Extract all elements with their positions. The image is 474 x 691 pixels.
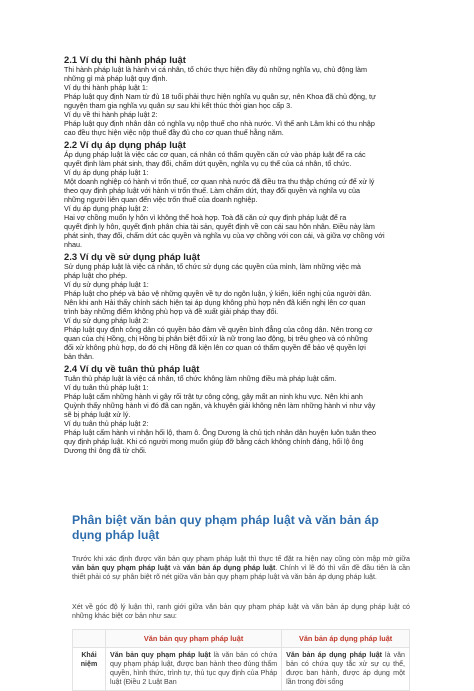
text-line: Sử dụng pháp luật là việc cá nhân, tổ chức sử dụng các quyền của mình, làm những việc mà <box>64 262 361 271</box>
text-line: Thi hành pháp luật là hành vi cá nhân, tổ chức thực hiện đầy đủ những nghĩa vụ, chủ động làm <box>64 65 367 74</box>
section-heading: 2.4 Ví dụ về tuân thủ pháp luật <box>64 363 200 374</box>
text-line: Hai vợ chồng muốn ly hôn vì không thể hoà hợp. Toà đã căn cứ quy định pháp luật để ra <box>64 213 347 222</box>
text-line: Ví dụ tuân thủ pháp luật 1: <box>64 383 149 392</box>
text-line: những người liên quan đến việc trốn thuế của doanh nghiệp. <box>64 195 258 204</box>
section-2-1 <box>64 54 410 137</box>
text-line: Ví dụ tuân thủ pháp luật 2: <box>64 419 149 428</box>
text-line: đối xử không phù hợp, do đó chị Hồng đã kiện lên cơ quan có thẩm quyền để bảo vệ quyền lợi <box>64 343 366 352</box>
row-label: Khái niệm <box>73 648 106 691</box>
column-header: Văn bản áp dụng pháp luật <box>282 630 410 648</box>
column-header: Văn bản quy phạm pháp luật <box>106 630 282 648</box>
table-cell <box>282 648 410 691</box>
table-cell <box>106 648 282 691</box>
intro-paragraph <box>72 555 410 582</box>
table-row <box>73 648 410 691</box>
text-line: sẽ bị pháp luật xử lý. <box>64 410 131 419</box>
table-corner-cell <box>73 630 106 648</box>
intro-text: . Chính vì lẽ đó thì vấn đề đầu tiên là cần thiết phải có sự phân biệt rõ nét giữa văn bản quy phạm pháp luật và văn bản áp dụng pháp luật. <box>72 564 411 581</box>
intro-text: và <box>170 564 183 572</box>
text-line: Tuân thủ pháp luật là việc cá nhân, tổ chức không làm những điều mà pháp luật cấm. <box>64 374 337 383</box>
intro-bold-term: văn bản quy phạm pháp luật <box>72 564 171 572</box>
section-2-4 <box>64 363 410 455</box>
comparison-intro-paragraph: Xét về góc độ lý luận thì, ranh giới giữa văn bản quy phạm pháp luật và văn bản áp dụng pháp luật có những khác biệt cơ bản như sau: <box>72 603 410 621</box>
text-line: Ví dụ áp dụng pháp luật 1: <box>64 168 149 177</box>
text-line: Ví dụ thi hành pháp luật 1: <box>64 83 148 92</box>
cell-text: là văn bản có chứa quy tắc xử sự cụ thể, được ban hành, được áp dụng một lần trong đời sống <box>286 651 405 687</box>
document-page <box>64 52 410 691</box>
text-line: Ví dụ sử dụng pháp luật 1: <box>64 280 149 289</box>
section-heading: 2.1 Ví dụ thi hành pháp luật <box>64 54 186 65</box>
text-line: Pháp luật cấm những hành vi gây rối trật tự công cộng, gây mất an ninh khu vực. Nên khi anh <box>64 392 363 401</box>
section-heading: 2.2 Ví dụ áp dụng pháp luật <box>64 139 186 150</box>
text-line: Ví dụ áp dụng pháp luật 2: <box>64 204 149 213</box>
text-line: Pháp luật quy định nhân dân có nghĩa vụ nộp thuế cho nhà nước. Vì thế anh Lâm khi có thu nhập <box>64 119 375 128</box>
cell-bold-term: Văn bản áp dụng pháp luật <box>286 651 383 660</box>
text-line: nguyện tham gia nghĩa vụ quân sự sau khi kết thúc thời gian học cấp 3. <box>64 101 293 110</box>
section-2-2 <box>64 139 410 249</box>
text-line: quyết định ly hôn, quyết định phân chia tài sản, quyết định về con cái sau hôn nhân. Điều này làm <box>64 222 375 231</box>
text-line: Pháp luật quy định công dân có quyền bảo đảm về quyền bình đẳng của công dân. Nên trong cơ <box>64 325 373 334</box>
text-line: cao đều thực hiện việc nộp thuế đầy đủ cho cơ quan thuế hằng năm. <box>64 128 284 137</box>
text-line: Dương thì ông đã từ chối. <box>64 446 147 455</box>
text-line: Quỳnh thấy những hành vi đó đã can ngăn, và khuyên giải không nên làm những hành vi như vậy <box>64 401 376 410</box>
text-line: Pháp luật cấm hành vi nhận hối lộ, tham ô. Ông Dương là chủ tịch nhân dân huyện luôn tuân theo <box>64 428 377 437</box>
text-line: Pháp luật quy định Nam từ đủ 18 tuổi phải thực hiện nghĩa vụ quân sự, nên Khoa đã chủ động, tự <box>64 92 376 101</box>
comparison-table <box>72 629 410 691</box>
text-line: Áp dụng pháp luật là việc các cơ quan, cá nhân có thẩm quyền căn cứ vào pháp luật để ra các <box>64 150 366 159</box>
text-line: phát sinh, thay đổi, chấm dứt các quyền và nghĩa vụ của vợ chồng với con cái, và giữa vợ chồng với <box>64 231 385 240</box>
text-line: Một doanh nghiệp có hành vi trốn thuế, cơ quan nhà nước đã điều tra thu thập chứng cứ để xử lý <box>64 177 375 186</box>
text-line: Pháp luật cho phép và bảo vệ những quyền về tự do ngôn luận, ý kiến, kiến nghị của người dân. <box>64 289 372 298</box>
section-heading: 2.3 Ví dụ về sử dụng pháp luật <box>64 251 200 262</box>
text-line: những gì mà pháp luật quy định. <box>64 74 168 83</box>
text-line: pháp luật cho phép. <box>64 271 128 280</box>
text-line: nhau. <box>64 240 82 249</box>
section-2-3 <box>64 251 410 361</box>
text-line: quan của chị Hồng, chị Hồng bị phân biệt đối xử là nữ trong lao động, bị trêu ghẹo và có những <box>64 334 368 343</box>
text-line: Nên khi anh Hải thấy chính sách hiện tại áp dụng không phù hợp nên đã kiến nghị lên cơ quan <box>64 298 366 307</box>
text-line: trình bày những điểm không phù hợp và đề xuất giải pháp thay đổi. <box>64 307 279 316</box>
text-line: theo quy định pháp luật với hành vi trốn thuế. Làm chấm dứt, thay đổi quyền và nghĩa vụ của <box>64 186 361 195</box>
intro-bold-term: văn bản áp dụng pháp luật <box>182 564 276 572</box>
table-header-row <box>73 630 410 648</box>
cell-bold-term: Văn bản quy phạm pháp luật <box>110 651 211 660</box>
intro-text: Trước khi xác định được văn bản quy phạm pháp luật thì thực tế đặt ra hiện nay cũng còn mập mờ giữa <box>72 555 410 563</box>
article-title: Phân biệt văn bản quy phạm pháp luật và văn bản áp dụng pháp luật <box>72 513 379 542</box>
text-line: bản thân. <box>64 352 94 361</box>
text-line: quyết định làm phát sinh, thay đổi, chấm dứt quyền, nghĩa vụ cụ thể của cá nhân, tổ chức. <box>64 159 352 168</box>
text-line: Ví dụ về thi hành pháp luật 2: <box>64 110 158 119</box>
cell-text: là văn bản có chứa quy phạm pháp luật, được ban hành theo đúng thẩm quyền, hình thức, trình tự, thủ tục quy định của Pháp luật (Điều 2 Luật Ban <box>110 651 278 687</box>
text-line: Ví dụ sử dụng pháp luật 2: <box>64 316 149 325</box>
text-line: quy định pháp luật. Khi có người mong muốn giúp đỡ bằng cách không chính đáng, hối lộ ông <box>64 437 364 446</box>
